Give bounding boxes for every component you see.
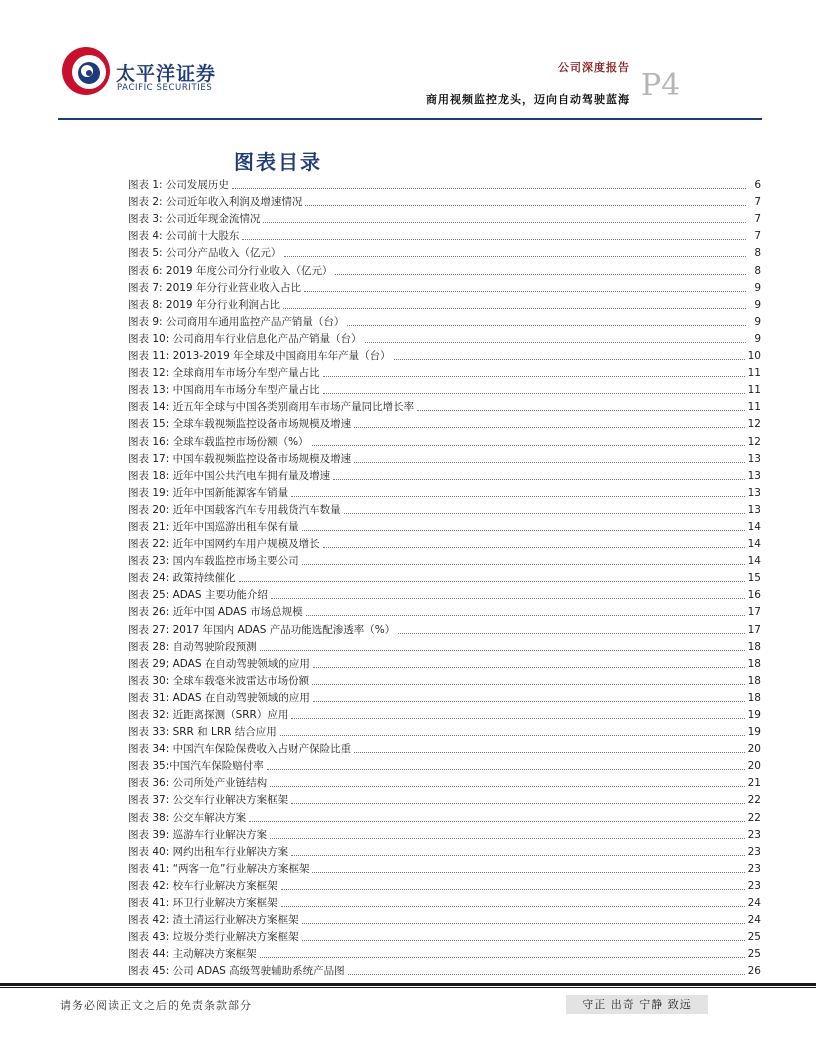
toc-entry-page: 6 (754, 179, 761, 192)
toc-entry-page: 17 (747, 606, 761, 619)
toc-entry-label: 图表 45: 公司 ADAS 高级驾驶辅助系统产品图 (128, 965, 345, 978)
toc-entry-label: 图表 11: 2013-2019 年全球及中国商用车年产量（台） (128, 350, 391, 363)
toc-entry-label: 图表 2: 公司近年收入利润及增速情况 (128, 196, 303, 209)
toc-entry-label: 图表 15: 全球车载视频监控设备市场规模及增速 (128, 418, 352, 431)
toc-entry-page: 13 (747, 469, 761, 482)
toc-entry-leader (291, 495, 745, 497)
toc-entry-label: 图表 40: 网约出租车行业解决方案 (128, 845, 289, 858)
toc-entry-leader (323, 375, 745, 377)
toc-entry-label: 图表 7: 2019 年分行业营业收入占比 (128, 281, 301, 294)
toc-entry[interactable] (128, 295, 761, 312)
toc-entry[interactable] (128, 278, 761, 295)
toc-entry-leader (354, 461, 745, 463)
footer-disclaimer: 请务必阅读正文之后的免责条款部分 (60, 999, 252, 1012)
toc-entry-label: 图表 16: 全球车载监控市场份额（%） (128, 435, 309, 448)
toc-entry-leader (394, 358, 745, 360)
toc-entry-leader (270, 837, 745, 839)
toc-entry-leader (398, 632, 744, 634)
toc-entry[interactable] (128, 483, 761, 500)
toc-entry-leader (333, 478, 745, 480)
toc-entry-label: 图表 31: ADAS 在自动驾驶领域的应用 (128, 691, 310, 704)
toc-entry[interactable] (128, 209, 761, 226)
toc-entry[interactable] (128, 619, 761, 636)
toc-entry[interactable] (128, 705, 761, 722)
toc-entry[interactable] (128, 363, 761, 380)
toc-entry[interactable] (128, 380, 761, 397)
company-name-cn: 太平洋证券 (116, 63, 217, 85)
toc-entry-page: 13 (747, 452, 761, 465)
toc-entry-page: 8 (754, 247, 761, 260)
toc-entry-leader (302, 563, 745, 565)
toc-entry-page: 12 (747, 418, 761, 431)
toc-entry[interactable] (128, 961, 761, 978)
toc-entry-page: 23 (747, 862, 761, 875)
toc-entry[interactable] (128, 260, 761, 277)
toc-entry[interactable] (128, 312, 761, 329)
toc-entry-leader (232, 187, 746, 189)
toc-entry-label: 图表 12: 全球商用车市场分车型产量占比 (128, 367, 320, 380)
toc-entry-label: 图表 23: 国内车载监控市场主要公司 (128, 555, 299, 568)
toc-entry[interactable] (128, 842, 761, 859)
report-type: 公司深度报告 (558, 61, 630, 74)
toc-entry-page: 21 (747, 777, 761, 790)
toc-entry-label: 图表 28: 自动驾驶阶段预测 (128, 640, 257, 653)
toc-entry-label: 图表 41: “两客一危”行业解决方案框架 (128, 862, 310, 875)
toc-entry-label: 图表 36: 公司所处产业链结构 (128, 777, 268, 790)
toc-entry-leader (335, 273, 746, 275)
toc-entry[interactable] (128, 329, 761, 346)
toc-entry-label: 图表 8: 2019 年分行业利润占比 (128, 298, 280, 311)
toc-entry[interactable] (128, 773, 761, 790)
toc-entry-leader (260, 649, 745, 651)
toc-entry-label: 图表 13: 中国商用车市场分车型产量占比 (128, 384, 320, 397)
toc-entry[interactable] (128, 807, 761, 824)
toc-entry[interactable] (128, 910, 761, 927)
toc-entry[interactable] (128, 722, 761, 739)
toc-entry[interactable] (128, 500, 761, 517)
toc-entry-page: 12 (747, 435, 761, 448)
toc-entry-leader (347, 324, 746, 326)
toc-entry-label: 图表 34: 中国汽车保险保费收入占财产保险比重 (128, 743, 352, 756)
toc-entry[interactable] (128, 893, 761, 910)
toc-entry[interactable] (128, 585, 761, 602)
toc-entry-leader (281, 905, 745, 907)
toc-entry-leader (354, 426, 745, 428)
toc-entry-page: 18 (747, 657, 761, 670)
toc-entry-page: 7 (754, 213, 761, 226)
toc-entry[interactable] (128, 927, 761, 944)
toc-entry-leader (263, 221, 746, 223)
toc-entry-label: 图表 21: 近年中国巡游出租车保有量 (128, 520, 299, 533)
toc-entry-leader (417, 409, 745, 411)
toc-entry-leader (280, 734, 745, 736)
toc-title: 图表目录 (234, 150, 322, 174)
toc-entry-leader (305, 204, 746, 206)
footer-divider-thin (0, 987, 816, 988)
toc-entry-leader (267, 768, 745, 770)
toc-entry-leader (302, 529, 745, 531)
toc-entry-label: 图表 24: 政策持续催化 (128, 572, 236, 585)
toc-entry[interactable] (128, 551, 761, 568)
toc-entry-leader (302, 939, 745, 941)
toc-entry-label: 图表 19: 近年中国新能源客车销量 (128, 486, 289, 499)
toc-entry[interactable] (128, 534, 761, 551)
toc-entry-page: 26 (747, 965, 761, 978)
toc-entry-page: 23 (747, 828, 761, 841)
toc-entry-page: 9 (754, 315, 761, 328)
toc-entry[interactable] (128, 517, 761, 534)
toc-entry-leader (284, 255, 746, 257)
toc-entry-label: 图表 30: 全球车载毫米波雷达市场份额 (128, 674, 310, 687)
toc-entry-leader (281, 888, 745, 890)
toc-entry[interactable] (128, 944, 761, 961)
toc-entry-label: 图表 17: 中国车载视频监控设备市场规模及增速 (128, 452, 352, 465)
toc-entry-leader (249, 820, 745, 822)
toc-entry-label: 图表 37: 公交车行业解决方案框架 (128, 794, 289, 807)
toc-entry-page: 19 (747, 709, 761, 721)
toc-entry-page: 13 (747, 503, 761, 516)
pacific-securities-logo-icon (60, 45, 112, 97)
toc-entry-page: 23 (747, 879, 761, 892)
toc-entry-label: 图表 10: 公司商用车行业信息化产品产销量（台） (128, 332, 362, 345)
toc-entry-leader (313, 700, 745, 702)
toc-entry-page: 20 (747, 760, 761, 773)
toc-entry-leader (270, 785, 745, 787)
header-divider (58, 118, 762, 120)
toc-entry-leader (291, 854, 745, 856)
toc-entry-page: 24 (747, 897, 761, 910)
toc-entry[interactable] (128, 654, 761, 671)
toc-entry-label: 图表 43: 垃圾分类行业解决方案框架 (128, 931, 299, 944)
toc-entry-page: 25 (747, 948, 761, 961)
toc-entry-label: 图表 29; ADAS 在自动驾驶领域的应用 (128, 657, 310, 670)
toc-entry-page: 10 (747, 350, 761, 363)
toc-entry-page: 23 (747, 845, 761, 858)
toc-entry[interactable] (128, 431, 761, 448)
toc-entry[interactable] (128, 397, 761, 414)
toc-entry[interactable] (128, 602, 761, 619)
toc-entry[interactable] (128, 226, 761, 243)
toc-entry[interactable] (128, 243, 761, 260)
toc-entry-label: 图表 3: 公司近年现金流情况 (128, 213, 261, 226)
toc-entry-leader (306, 614, 745, 616)
toc-entry-label: 图表 22: 近年中国网约车用户规模及增长 (128, 538, 320, 551)
toc-entry-label: 图表 42: 校车行业解决方案框架 (128, 879, 278, 892)
toc-entry-page: 11 (747, 367, 761, 380)
toc-entry-leader (271, 597, 745, 599)
toc-entry[interactable] (128, 790, 761, 807)
toc-entry-leader (291, 802, 745, 804)
toc-entry[interactable] (128, 671, 761, 688)
toc-entry-leader (302, 922, 745, 924)
toc-entry-label: 图表 1: 公司发展历史 (128, 179, 229, 192)
toc-entry-leader (283, 307, 746, 309)
footer-divider (0, 983, 816, 986)
toc-entry[interactable] (128, 346, 761, 363)
toc-entry-label: 图表 38: 公交车解决方案 (128, 811, 247, 824)
page-header (0, 0, 816, 122)
toc-entry-label: 图表 35:中国汽车保险赔付率 (128, 760, 264, 773)
toc-entry-page: 14 (747, 555, 761, 568)
toc-entry-page: 7 (754, 230, 761, 243)
toc-entry-leader (239, 580, 745, 582)
toc-entry[interactable] (128, 449, 761, 466)
toc-entry-label: 图表 32: 近距离探测（SRR）应用 (128, 709, 289, 721)
toc-entry[interactable] (128, 739, 761, 756)
toc-entry-page: 24 (747, 914, 761, 927)
toc-entry-page: 16 (747, 589, 761, 602)
toc-entry[interactable] (128, 175, 761, 192)
toc-entry[interactable] (128, 637, 761, 654)
toc-entry-leader (312, 683, 745, 685)
toc-entry-leader (348, 973, 745, 975)
toc-entry-page: 18 (747, 640, 761, 653)
toc-entry-leader (354, 751, 745, 753)
report-title: 商用视频监控龙头，迈向自动驾驶蓝海 (426, 93, 630, 106)
toc-entry-page: 7 (754, 196, 761, 209)
toc-entry-page: 13 (747, 486, 761, 499)
toc-entry-page: 22 (747, 811, 761, 824)
toc-entry-leader (312, 444, 745, 446)
toc-entry-page: 9 (754, 298, 761, 311)
toc-entry-label: 图表 26: 近年中国 ADAS 市场总规模 (128, 606, 303, 619)
toc-entry-page: 11 (747, 384, 761, 397)
toc-entry-leader (344, 512, 745, 514)
toc-entry-page: 14 (747, 538, 761, 551)
toc-entry-leader (323, 546, 745, 548)
toc-entry-leader (313, 666, 745, 668)
toc-entry-page: 9 (754, 281, 761, 294)
toc-entry-label: 图表 44: 主动解决方案框架 (128, 948, 257, 961)
toc-entry-label: 图表 33: SRR 和 LRR 结合应用 (128, 726, 277, 739)
toc-entry-label: 图表 25: ADAS 主要功能介绍 (128, 589, 268, 602)
toc-entry[interactable] (128, 568, 761, 585)
toc-list (128, 175, 761, 978)
toc-entry-label: 图表 20: 近年中国载客汽车专用载货汽车数量 (128, 503, 341, 516)
page-number: P4 (641, 68, 681, 103)
toc-entry-label: 图表 18: 近年中国公共汽电车拥有量及增速 (128, 469, 331, 482)
toc-entry-label: 图表 27: 2017 年国内 ADAS 产品功能选配渗透率（%） (128, 623, 396, 636)
toc-entry-page: 9 (754, 332, 761, 345)
toc-entry-label: 图表 41: 环卫行业解决方案框架 (128, 897, 278, 910)
toc-entry-page: 15 (747, 572, 761, 585)
toc-entry[interactable] (128, 192, 761, 209)
toc-entry-leader (323, 392, 745, 394)
toc-entry-label: 图表 39: 巡游车行业解决方案 (128, 828, 268, 841)
toc-entry-page: 22 (747, 794, 761, 807)
toc-entry-page: 18 (747, 674, 761, 687)
toc-entry-leader (365, 341, 746, 343)
toc-entry-leader (304, 290, 746, 292)
toc-entry-page: 17 (747, 623, 761, 636)
toc-entry-leader (312, 871, 744, 873)
toc-entry-page: 14 (747, 520, 761, 533)
toc-entry[interactable] (128, 756, 761, 773)
toc-entry-label: 图表 9: 公司商用车通用监控产品产销量（台） (128, 315, 345, 328)
toc-entry-label: 图表 5: 公司分产品收入（亿元） (128, 247, 282, 260)
toc-entry[interactable] (128, 859, 761, 876)
toc-entry-leader (291, 717, 744, 719)
toc-entry[interactable] (128, 688, 761, 705)
toc-entry-leader (242, 238, 746, 240)
toc-entry-leader (260, 956, 745, 958)
toc-entry-page: 11 (747, 401, 761, 414)
toc-entry-label: 图表 4: 公司前十大股东 (128, 230, 240, 243)
toc-entry[interactable] (128, 466, 761, 483)
toc-entry-label: 图表 6: 2019 年度公司分行业收入（亿元） (128, 264, 333, 277)
toc-entry-page: 19 (747, 726, 761, 739)
footer-motto: 守正 出奇 宁静 致远 (566, 995, 708, 1014)
toc-entry-page: 20 (747, 743, 761, 756)
toc-entry-page: 18 (747, 691, 761, 704)
toc-entry-page: 8 (754, 264, 761, 277)
company-name-en: PACIFIC SECURITIES (117, 83, 213, 93)
toc-entry[interactable] (128, 414, 761, 431)
toc-entry[interactable] (128, 825, 761, 842)
toc-entry[interactable] (128, 876, 761, 893)
toc-entry-label: 图表 42: 渣土清运行业解决方案框架 (128, 914, 299, 927)
toc-entry-page: 25 (747, 931, 761, 944)
toc-entry-label: 图表 14: 近五年全球与中国各类别商用车市场产量同比增长率 (128, 401, 415, 414)
